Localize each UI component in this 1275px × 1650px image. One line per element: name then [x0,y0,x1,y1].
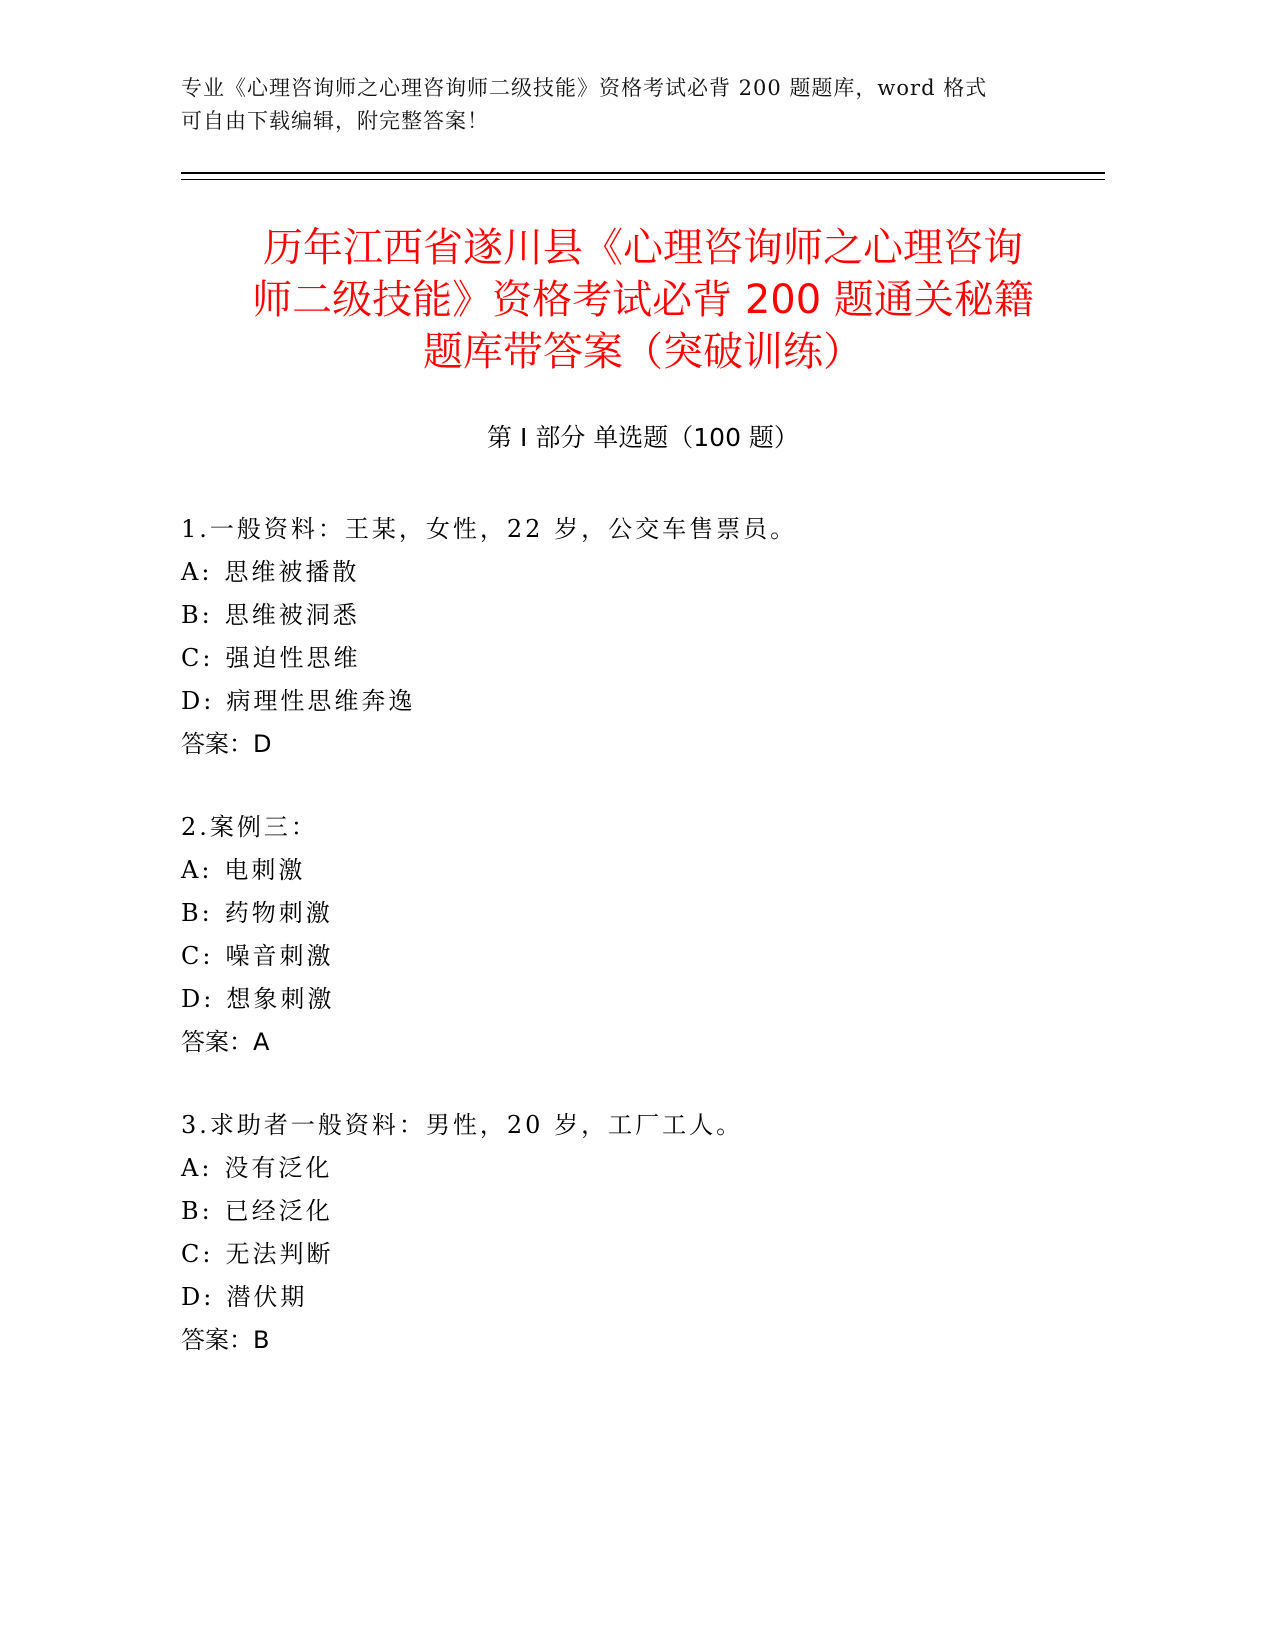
question-1 [181,508,1105,766]
intro-text [181,72,1041,138]
option-text: 思维被洞悉 [224,601,360,629]
option-d [181,680,1105,723]
answer-line: 答案：A [181,1028,270,1056]
option-text: 已经泛化 [224,1197,333,1225]
option-a [181,551,1105,594]
option-letter: C: [181,1240,214,1268]
option-letter: A: [181,856,213,884]
option-b [181,594,1105,637]
option-letter: C: [181,942,214,970]
answer-line: 答案：B [181,1326,270,1354]
option-letter: A: [181,558,213,586]
option-a [181,1147,1105,1190]
option-letter: D: [181,985,215,1013]
option-text: 噪音刺激 [225,942,334,970]
option-text: 没有泛化 [224,1154,333,1182]
header-divider-thick [181,172,1105,174]
header-divider-thin [181,179,1105,180]
option-a [181,849,1105,892]
option-letter: B: [181,1197,213,1225]
option-text: 思维被播散 [224,558,360,586]
question-3 [181,1104,1105,1362]
question-list [181,508,1105,1402]
option-text: 病理性思维奔逸 [226,687,416,715]
document-title [181,222,1105,378]
option-text: 药物刺激 [224,899,333,927]
option-letter: C: [181,644,214,672]
title-line-1: 历年江西省遂川县《心理咨询师之心理咨询 [263,225,1023,271]
intro-line-1: 专业《心理咨询师之心理咨询师二级技能》资格考试必背 200 题题库，word 格式 [181,76,988,100]
option-c [181,637,1105,680]
option-text: 想象刺激 [226,985,335,1013]
question-stem: 2.案例三： [181,813,318,841]
title-line-3: 题库带答案（突破训练） [423,329,863,375]
intro-line-2: 可自由下载编辑，附完整答案！ [181,109,489,133]
option-text: 电刺激 [224,856,306,884]
option-c [181,1233,1105,1276]
option-letter: A: [181,1154,213,1182]
question-2 [181,806,1105,1064]
option-d [181,978,1105,1021]
title-line-2: 师二级技能》资格考试必背 200 题通关秘籍 [252,277,1034,323]
option-b [181,1190,1105,1233]
option-text: 强迫性思维 [225,644,361,672]
section-title: 第 I 部分 单选题（100 题） [487,423,799,452]
option-letter: B: [181,601,213,629]
option-b [181,892,1105,935]
option-letter: D: [181,1283,215,1311]
option-text: 无法判断 [225,1240,334,1268]
option-d [181,1276,1105,1319]
question-stem: 1.一般资料：王某，女性，22 岁，公交车售票员。 [181,515,798,543]
option-text: 潜伏期 [226,1283,308,1311]
option-letter: D: [181,687,215,715]
option-letter: B: [181,899,213,927]
answer-line: 答案：D [181,730,272,758]
question-stem: 3.求助者一般资料：男性，20 岁，工厂工人。 [181,1111,744,1139]
option-c [181,935,1105,978]
